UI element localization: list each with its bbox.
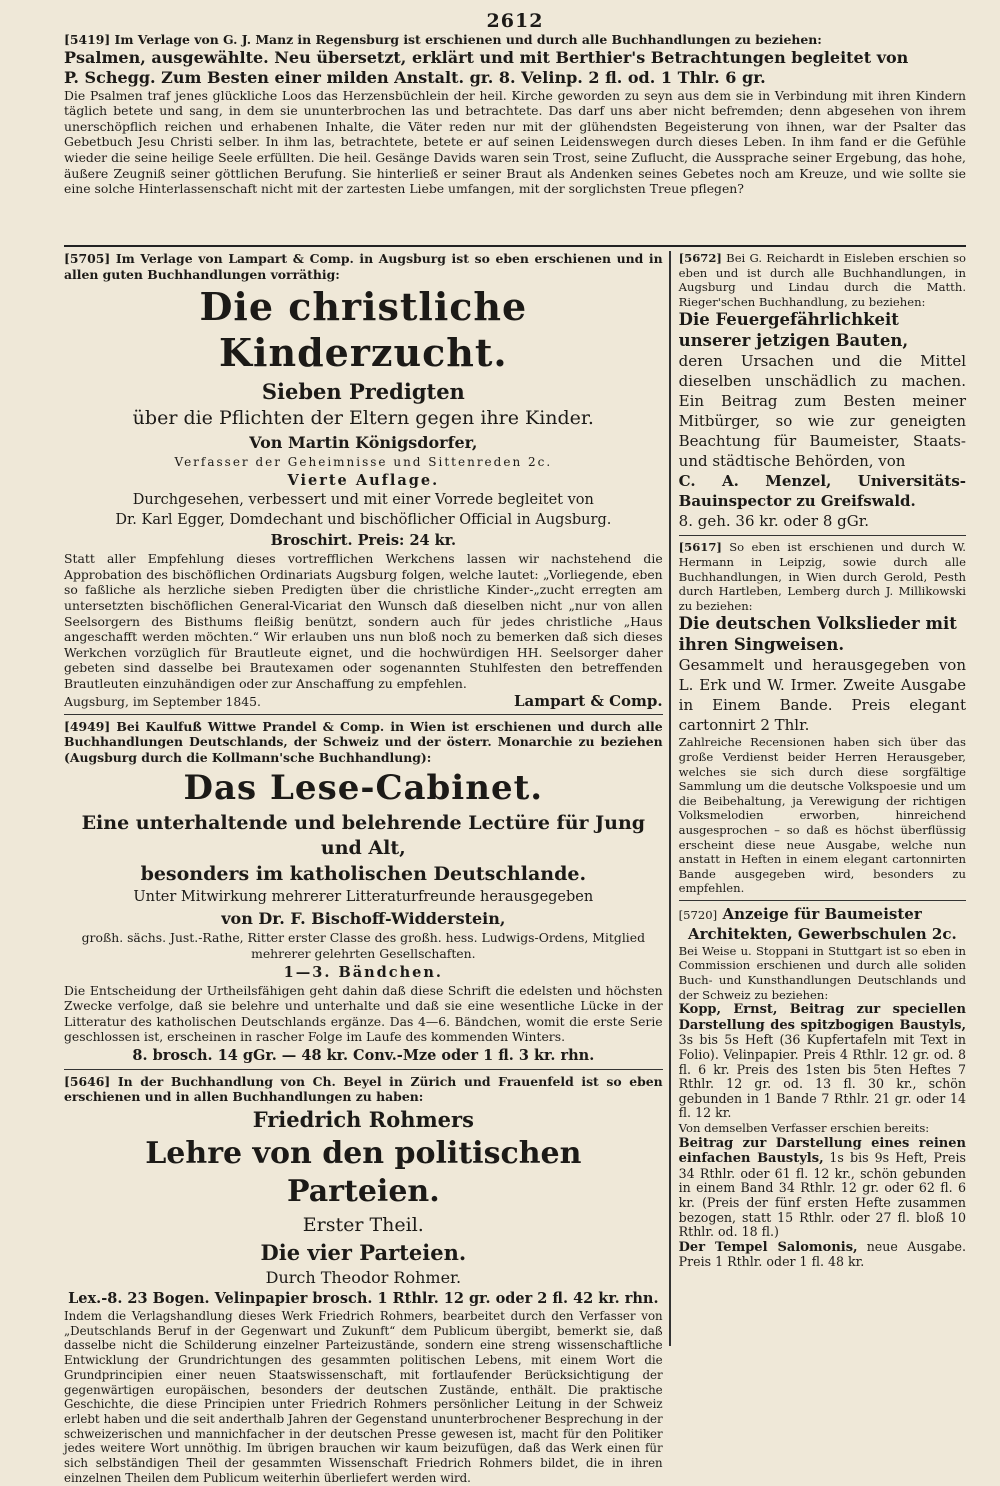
ad-title: Die deutschen Volkslieder mit ihren Singweisen. <box>678 614 957 655</box>
ad-price: 8. geh. 36 kr. oder 8 gGr. <box>678 512 870 531</box>
ad-author-name: Friedrich Rohmers <box>252 1107 474 1133</box>
left-column <box>64 251 663 1485</box>
ad-author: Von Martin Königsdorfer, <box>249 433 478 453</box>
ad-intro: Bei Weise u. Stoppani in Stuttgart ist so eben in Commission erschienen und durch alle soliden Buch- und Kunsthandlungen Deutschlands und der Schweiz zu beziehen: <box>678 943 966 1002</box>
section-divider <box>679 900 966 901</box>
psalmen-advertisement <box>64 32 966 240</box>
ad-body: Indem die Verlagshandlung dieses Werk Friedrich Rohmers, bearbeitet durch den Verfasser von „Deutschlands Beruf in der Gegenwart und Zukunft“ dem Publicum übergibt, bemerkt sie, daß dasselbe nicht die Schilderung einzelner Parteizustände, sondern eine streng wissenschaftliche Entwicklung der Grundrichtungen des gesammten politischen Lebens, mit einem Wort die Grundprincipien einer neuen Staatswissenschaft, mit fortlaufender Berücksichtigung der gegenwärtigen europäischen, besonders der deutschen Zustände, enthält. Die praktische Geschichte, die diese Principien unter Friedrich Rohmers persönlicher Leitung in der Schweiz erlebt haben und die seit anderthalb Jahren der Gegenstand ununterbrochener Besprechung in der schweizerischen und mannichfacher in der deutschen Presse gewesen ist, macht für den Politiker jedes weitere Wort unnöthig. Im übrigen brauchen wir kaum beizufügen, daß das Werk einen für sich selbständigen Theil der gesammten Wissenschaft Friedrich Rohmers bildet, die in ihren einzelnen Theilen dem Publicum weiterhin überliefert werden wird. <box>64 1309 663 1485</box>
ad-title: Anzeige für Baumeister <box>722 904 922 923</box>
kinderzucht-advertisement <box>64 251 663 710</box>
ad-volume: 1—3. Bändchen. <box>283 963 443 981</box>
ad-title: Die Feuergefährlichkeit unserer jetzigen Bauten, <box>678 310 909 351</box>
ad-title: Die christliche Kinderzucht. <box>199 284 528 376</box>
ad-body: Die Psalmen traf jenes glückliche Loos das Herzensbüchlein der heil. Kirche geworden zu seyn aus dem sie in Verbindung mit ihren Kindern täglich betete und sang, in dem sie ununterbrochen las und betrachtete. Das darf uns aber nicht befremden; denn abgesehen von ihrem unerschöpflich reichen und erhabenen Inhalte, die Väter reden nur mit der glühendsten Begeisterung von ihnen, war der Psalter das Gebetbuch Jesu Christi selber. In ihm las, betrachtete, betete er auf seinen Leidenswegen durch dieses Leben. In ihm fand er die Gefühle wieder die seine heilige Seele erfüllten. Die heil. Gesänge Davids waren sein Trost, seine Zuflucht, die Aussprache seiner Ergebung, das hohe, äußere Zeugniß seiner göttlichen Berufung. Sie hinterließ er seiner Braut als Andenken seines Gebetes noch am Kreuze, und wie sollte sie eine solche Hinterlassenschaft nicht mit der zartesten Liebe umfangen, mit der sorglichsten Treue pflegen? <box>64 87 966 197</box>
ad-intro: Im Verlage von Lampart & Comp. in Augsburg ist so eben erschienen und in allen guten Buchhandlungen vorräthig: <box>64 251 663 282</box>
ad-intro: Bei Kaulfuß Wittwe Prandel & Comp. in Wien ist erschienen und durch alle Buchhandlungen Deutschlands, der Schweiz und der österr. Monarchie zu beziehen (Augsburg durch die Kollmann'sche Buchhandlung): <box>64 718 663 765</box>
ad-revised-note: Durchgesehen, verbessert und mit einer Vorrede begleitet von <box>132 492 594 509</box>
ad-reference: [5617] <box>678 540 722 555</box>
ad-title-line: Psalmen, ausgewählte. Neu übersetzt, erklärt und mit Berthier's Betrachtungen begleitet von <box>64 47 909 67</box>
ad-part: Erster Theil. <box>302 1214 424 1237</box>
item-body: neue Ausgabe. Preis 1 Rthlr. oder 1 fl. 48 kr. <box>678 1238 967 1270</box>
ad-date: Augsburg, im September 1845. <box>64 693 261 709</box>
ad-review: Zahlreiche Recensionen haben sich über das große Verdienst beider Herren Herausgeber, welches sie sich durch diese sorgfältige Sammlung um die deutsche Volkspoesie und um die Beibehaltung, ja Verewigung der richtigen Volksmelodien erworben, hinreichend ausgesprochen – so daß es höchst überflüssig erscheint diese neue Ausgabe, welche nun anstatt in Heften in einem elegant cartonnirten Bande ausgegeben wird, besonders zu empfehlen. <box>678 735 966 896</box>
ad-edition: Vierte Auflage. <box>287 472 440 490</box>
parteien-advertisement <box>64 1074 663 1486</box>
two-column-layout <box>64 251 967 1485</box>
ad-body: deren Ursachen und die Mittel dieselben unschädlich zu machen. Ein Beitrag zum Besten meiner Mitbürger, so wie zur geneigten Beachtung für Baumeister, Staats- und städtische Behörden, von <box>678 352 966 471</box>
ad-title-2: Architekten, Gewerbschulen 2c. <box>687 924 957 943</box>
item-title: Kopp, Ernst, Beitrag zur speciellen Darstellung des spitzbogigen Baustyls, <box>678 1002 966 1033</box>
ad-author-description: Verfasser der Geheimnisse und Sittenreden 2c. <box>174 455 553 470</box>
ad-reference: [5672] <box>678 251 722 265</box>
ad-author: C. A. Menzel, Universitäts-Bauinspector zu Greifswald. <box>678 472 966 511</box>
ad-intro: So eben ist erschienen und durch W. Hermann in Leipzig, sowie durch alle Buchhandlungen, in Wien durch Gerold, Pesth durch Hartleben, Lemberg durch J. Millikowski zu beziehen: <box>678 540 966 613</box>
ad-body: Die Entscheidung der Urtheilsfähigen geht dahin daß diese Schrift die edelsten und höchsten Zwecke verfolge, daß sie belehre und unterhalte und daß sie eine wesentliche Lücke in der Litteratur des katholischen Deutschlands ergänze. Das 4—6. Bändchen, womit die erste Serie geschlossen ist, erscheinen in rascher Folge im Laufe des kommenden Winters. <box>64 982 663 1045</box>
ad-body: Gesammelt und herausgegeben von L. Erk und W. Irmer. Zweite Ausgabe in Einem Bande. Preis elegant cartonnirt 2 Thlr. <box>678 656 966 735</box>
ad-intro: In der Buchhandlung von Ch. Beyel in Zürich und Frauenfeld ist so eben erschienen und in allen Buchhandlungen zu haben: <box>64 1073 663 1105</box>
ad-author: Durch Theodor Rohmer. <box>265 1268 462 1288</box>
ad-editor: von Dr. F. Bischoff-Widderstein, <box>221 909 506 929</box>
ad-subtitle-2: besonders im katholischen Deutschlande. <box>140 863 587 886</box>
ad-editor-description: großh. sächs. Just.-Rathe, Ritter erster Classe des großh. hess. Ludwigs-Ordens, Mitglied mehrerer gelehrten Gesellschaften. <box>81 930 646 961</box>
ad-reference: [5419] <box>64 32 111 47</box>
ad-subtitle: Sieben Predigten <box>261 379 465 405</box>
ad-author-line: P. Schegg. Zum Besten einer milden Anstalt. gr. 8. Velinp. 2 fl. od. 1 Thlr. 6 gr. <box>64 67 766 87</box>
ad-subtitle: Die vier Parteien. <box>260 1240 467 1266</box>
item-title: Der Tempel Salomonis, <box>678 1239 858 1255</box>
ad-price: 8. brosch. 14 gGr. — 48 kr. Conv.-Mze oder 1 fl. 3 kr. rhn. <box>132 1046 595 1064</box>
section-divider <box>679 535 966 536</box>
item-intro: Von demselben Verfasser erschien bereits: <box>678 1121 930 1135</box>
ad-cooperation: Unter Mitwirkung mehrerer Litteraturfreunde herausgegeben <box>133 889 594 906</box>
section-divider <box>64 245 966 247</box>
item-body: 1s bis 9s Heft, Preis 34 Rthlr. oder 61 fl. 12 kr., schön gebunden in einem Band 34 Rthlr. 12 gr. oder 62 fl. 6 kr. (Preis der fünf ersten Hefte zusammen bezogen, statt 15 Rthlr. oder 27 fl. bloß 10 Rthlr. od. 18 fl.) <box>678 1150 966 1240</box>
page-number: 2612 <box>486 10 544 32</box>
volkslieder-advertisement <box>679 540 966 896</box>
ad-title: Lehre von den politischen Parteien. <box>145 1136 582 1210</box>
right-column <box>669 251 966 1346</box>
section-divider <box>64 714 663 715</box>
ad-intro: Bei G. Reichardt in Eisleben erschien so eben und ist durch alle Buchhandlungen, in Augsburg und Lindau durch die Matth. Rieger'schen Buchhandlung, zu beziehen: <box>678 251 967 309</box>
ad-reference: [5720] <box>678 907 718 922</box>
section-divider <box>64 1069 663 1070</box>
item-body: 3s bis 5s Heft (36 Kupfertafeln mit Text in Folio). Velinpapier. Preis 4 Rthlr. 12 gr. od. 8 fl. 6 kr. Preis des 1sten bis 5ten Heftes 7 Rthlr. 12 gr. od. 13 fl. 30 kr., schön gebunden in 1 Bande 7 Rthlr. 21 gr. oder 14 fl. 12 kr. <box>678 1032 966 1121</box>
ad-reference: [5705] <box>64 251 111 266</box>
ad-reference: [4949] <box>64 718 111 734</box>
ad-editor: Dr. Karl Egger, Domdechant und bischöflicher Official in Augsburg. <box>115 512 612 529</box>
ad-signature: Lampart & Comp. <box>513 691 663 710</box>
bauten-advertisement <box>679 251 966 531</box>
baumeister-advertisement <box>679 905 966 1270</box>
ad-body: Statt aller Empfehlung dieses vortrefflichen Werkchens lassen wir nachstehend die Approbation des bischöflichen Ordinariats Augsburg folgen, welche lautet: „Vorliegende, eben so faßliche als herzliche sieben Predigten über die christliche Kinder-„zucht erregten am untersetzten bischöflichen General-Vicariat den Wunsch daß dieselben nicht „nur von allen Seelsorgern des Bisthums fleißig benützt, sondern auch für jedes christliche „Haus angeschafft werden möchten.“ Wir erlauben uns nun bloß noch zu bemerken daß sich dieses Werkchen vorzüglich für Brautleute eignet, und die hochwürdigen HH. Seelsorger daher gebeten sind dasselbe bei Brautexamen oder sogenannten Stuhlfesten den betreffenden Brautleuten einzuhändigen oder zur Anschaffung zu empfehlen. <box>64 551 663 691</box>
ad-price: Broschirt. Preis: 24 kr. <box>270 532 457 550</box>
ad-subtitle: Eine unterhaltende und belehrende Lectüre für Jung und Alt, <box>81 812 646 860</box>
ad-reference: [5646] <box>64 1073 111 1089</box>
ad-subtitle-2: über die Pflichten der Eltern gegen ihre Kinder. <box>132 407 594 430</box>
lesecabinet-advertisement <box>64 719 663 1065</box>
item-title: Beitrag zur Darstellung eines reinen einfachen Baustyls, <box>678 1135 966 1167</box>
ad-title: Das Lese-Cabinet. <box>183 768 544 809</box>
ad-intro: Im Verlage von G. J. Manz in Regensburg ist erschienen und durch alle Buchhandlungen zu beziehen: <box>114 32 822 47</box>
ad-price: Lex.-8. 23 Bogen. Velinpapier brosch. 1 Rthlr. 12 gr. oder 2 fl. 42 kr. rhn. <box>68 1290 659 1308</box>
